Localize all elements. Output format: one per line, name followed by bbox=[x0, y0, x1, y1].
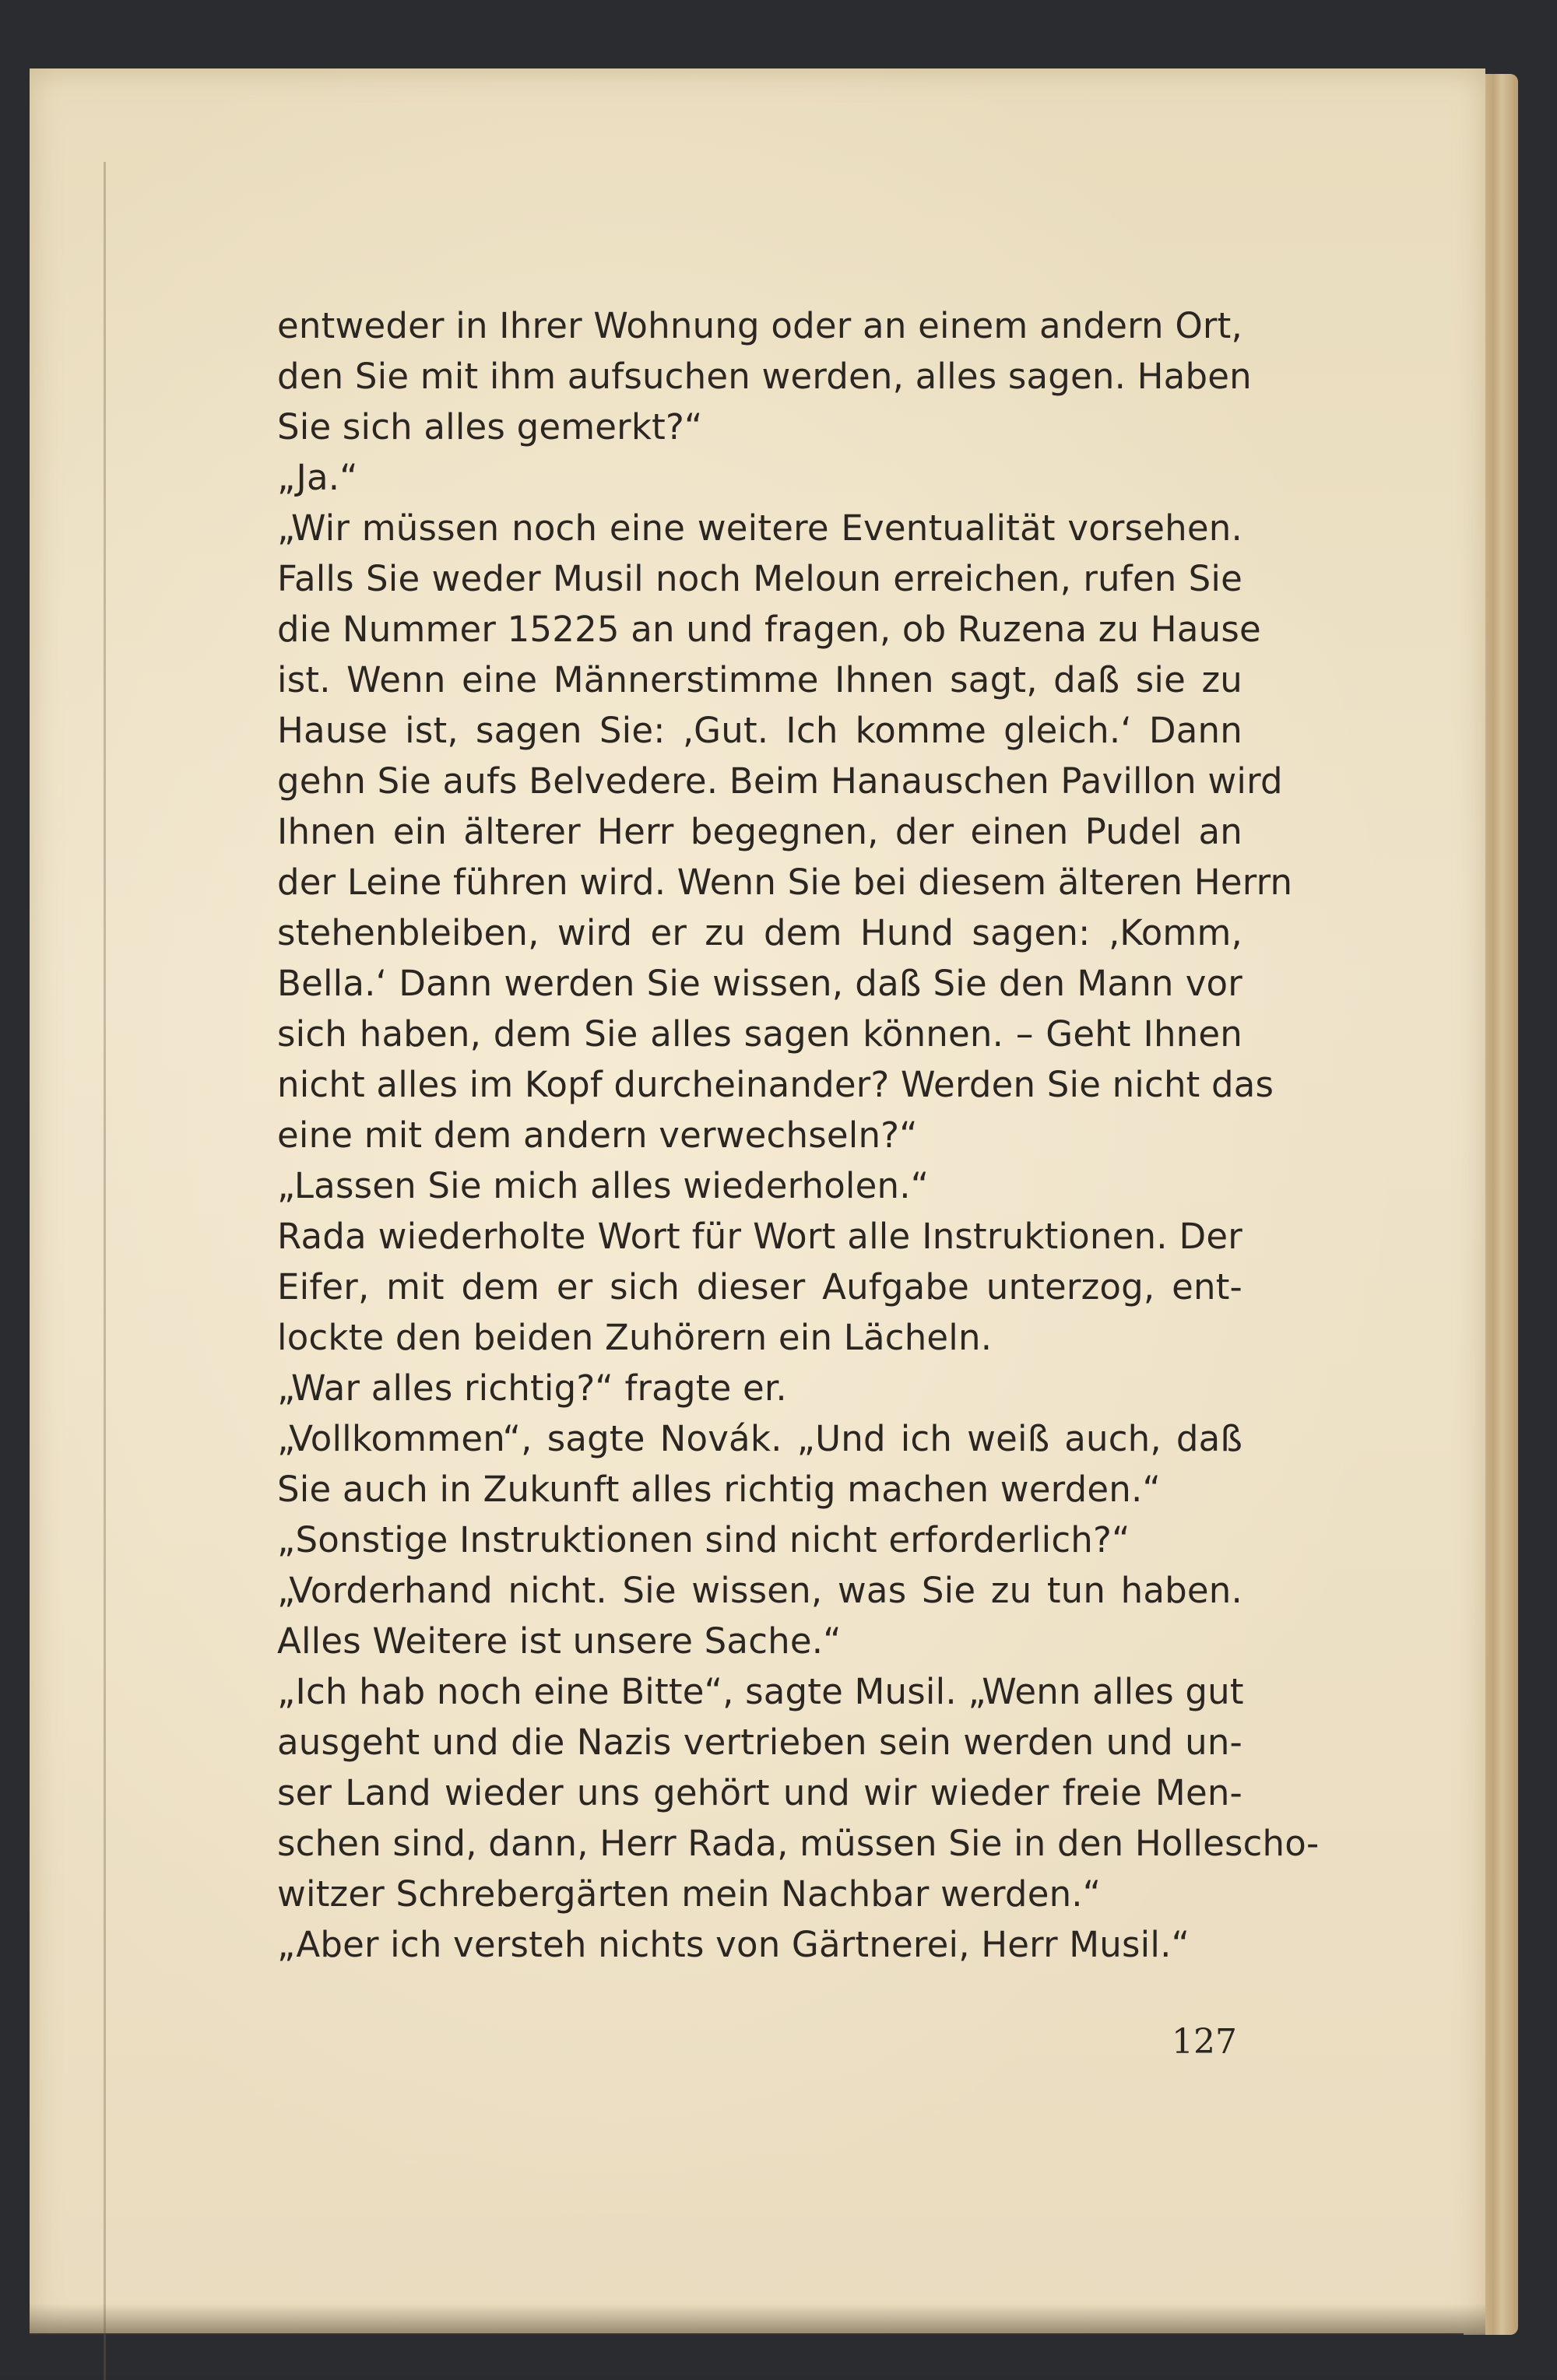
text-line: ist. Wenn eine Männerstimme Ihnen sagt, daß sie zu bbox=[277, 659, 1242, 700]
text-line: stehenbleiben, wird er zu dem Hund sagen: ‚Komm, bbox=[277, 912, 1242, 953]
text-line: „Lassen Sie mich alles wiederholen.“ bbox=[277, 1165, 930, 1206]
text-line: eine mit dem andern verwechseln?“ bbox=[277, 1115, 918, 1156]
text-line: die Nummer 15225 an und fragen, ob Ruzena zu Hause bbox=[277, 609, 1261, 650]
text-line: den Sie mit ihm aufsuchen werden, alles sagen. Haben bbox=[277, 356, 1252, 397]
text-line: ausgeht und die Nazis vertrieben sein werden und un- bbox=[277, 1722, 1242, 1763]
text-line: „Aber ich versteh nichts von Gärtnerei, Herr Musil.“ bbox=[277, 1924, 1190, 1965]
text-line: „Sonstige Instruktionen sind nicht erforderlich?“ bbox=[277, 1519, 1130, 1560]
text-line: „Vollkommen“, sagte Novák. „Und ich weiß auch, daß bbox=[277, 1418, 1242, 1459]
text-line: schen sind, dann, Herr Rada, müssen Sie in den Holleschо- bbox=[277, 1823, 1320, 1864]
text-line: gehn Sie aufs Belvedere. Beim Hanauschen Pavillon wird bbox=[277, 760, 1283, 802]
text-line: „Ja.“ bbox=[277, 457, 358, 498]
text-line: Hause ist, sagen Sie: ‚Gut. Ich komme gleich.‘ Dann bbox=[277, 710, 1242, 751]
bottom-shadow bbox=[30, 2304, 1485, 2335]
text-line: Rada wiederholte Wort für Wort alle Instruktionen. Der bbox=[277, 1216, 1242, 1257]
text-line: Bella.‘ Dann werden Sie wissen, daß Sie den Mann vor bbox=[277, 963, 1242, 1004]
text-line: sich haben, dem Sie alles sagen können. – Geht Ihnen bbox=[277, 1013, 1242, 1055]
text-line: Eifer, mit dem er sich dieser Aufgabe unterzog, ent- bbox=[277, 1266, 1242, 1308]
text-line: Sie sich alles gemerkt?“ bbox=[277, 406, 703, 448]
text-line: Falls Sie weder Musil noch Meloun erreichen, rufen Sie bbox=[277, 558, 1242, 599]
text-line: lockte den beiden Zuhörern ein Lächeln. bbox=[277, 1317, 993, 1358]
text-line: Sie auch in Zukunft alles richtig machen werden.“ bbox=[277, 1469, 1161, 1510]
body-text bbox=[277, 300, 1320, 1970]
text-line: Ihnen ein älterer Herr begegnen, der einen Pudel an bbox=[277, 811, 1242, 852]
text-line: „Ich hab noch eine Bitte“, sagte Musil. „Wenn alles gut bbox=[277, 1671, 1244, 1712]
text-line: der Leine führen wird. Wenn Sie bei diesem älteren Herrn bbox=[277, 862, 1293, 903]
text-line: Alles Weitere ist unsere Sache.“ bbox=[277, 1620, 842, 1662]
text-line: entweder in Ihrer Wohnung oder an einem andern Ort, bbox=[277, 305, 1242, 346]
gutter-line bbox=[104, 162, 106, 2380]
text-line: witzer Schrebergärten mein Nachbar werden.“ bbox=[277, 1873, 1102, 1915]
text-line: nicht alles im Kopf durcheinander? Werden Sie nicht das bbox=[277, 1064, 1274, 1105]
text-line: „Vorderhand nicht. Sie wissen, was Sie zu tun haben. bbox=[277, 1570, 1242, 1611]
page-number: 127 bbox=[1172, 2022, 1237, 2062]
text-line: „War alles richtig?“ fragte er. bbox=[277, 1367, 787, 1409]
text-line: ser Land wieder uns gehört und wir wieder freie Men- bbox=[277, 1772, 1242, 1813]
text-line: „Wir müssen noch eine weitere Eventualität vorsehen. bbox=[277, 507, 1242, 549]
